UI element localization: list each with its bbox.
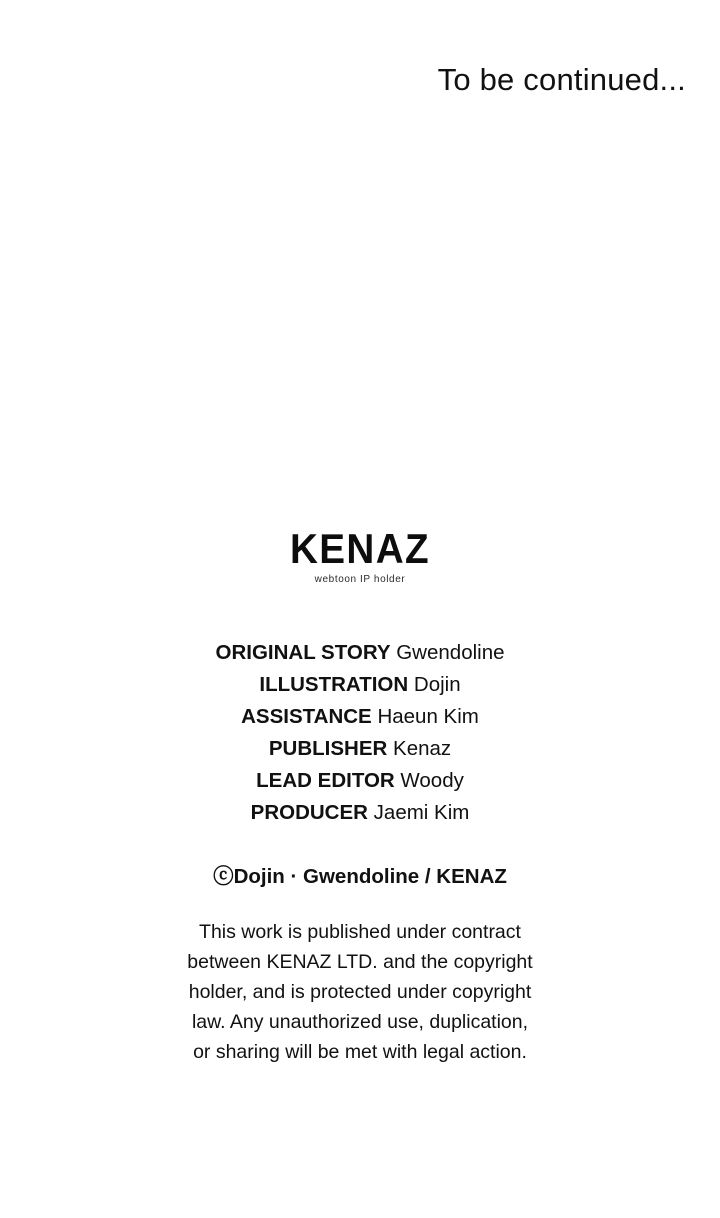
legal-notice-line: or sharing will be met with legal action. [193,1041,527,1063]
staff-credit-row [0,733,720,765]
legal-notice-line: between KENAZ LTD. and the copyright [187,951,533,973]
to-be-continued-text: To be continued... [437,62,686,97]
staff-credit-row [0,701,720,733]
staff-role: LEAD EDITOR [256,769,395,792]
staff-role: ORIGINAL STORY [215,641,391,664]
copyright-notice: ⓒDojin · Gwendoline / KENAZ [213,865,507,888]
legal-notice [0,917,720,1067]
legal-notice-line: holder, and is protected under copyright [188,981,532,1003]
staff-name: Kenaz [393,737,452,760]
kenaz-logo: KENAZ [289,525,430,572]
staff-name: Jaemi Kim [373,801,470,824]
staff-name: Woody [400,769,464,792]
staff-role: PUBLISHER [268,737,388,760]
staff-credit-row [0,797,720,829]
staff-role: ILLUSTRATION [259,673,409,696]
staff-credit-row [0,637,720,669]
staff-name: Gwendoline [396,641,505,664]
staff-name: Haeun Kim [377,705,479,728]
staff-credit-row [0,669,720,701]
staff-credit-row [0,765,720,797]
credits-block [0,525,720,1067]
legal-notice-line: This work is published under contract [199,921,521,943]
legal-notice-line: law. Any unauthorized use, duplication, [191,1011,529,1033]
staff-name: Dojin [413,673,461,696]
kenaz-logo-tagline: webtoon IP holder [314,574,406,585]
staff-role: PRODUCER [250,801,368,824]
staff-credits-list [0,637,720,829]
staff-role: ASSISTANCE [241,705,372,728]
